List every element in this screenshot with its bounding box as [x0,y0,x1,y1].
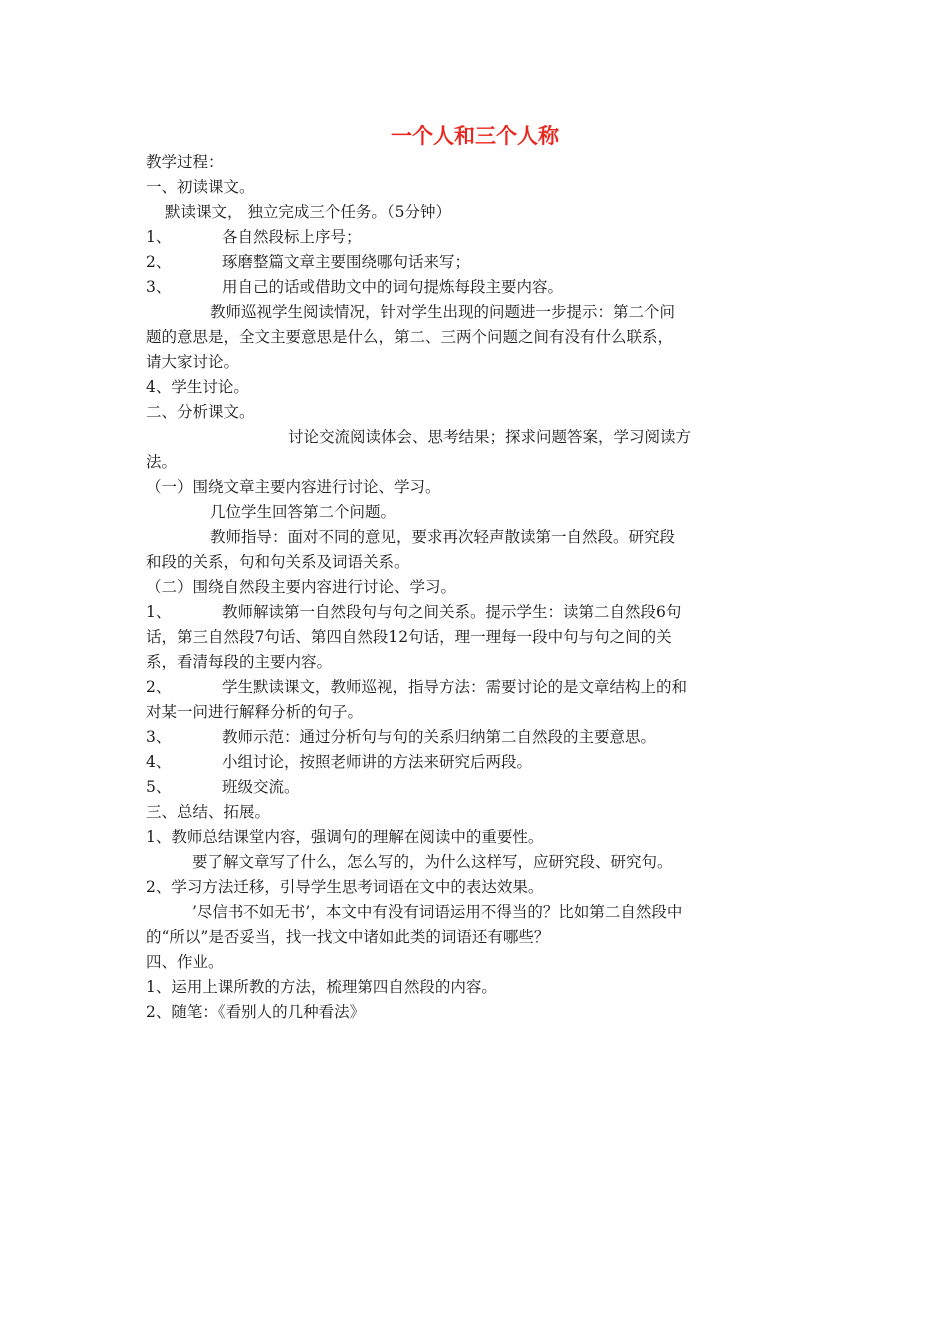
item-number: 2、 [146,678,172,696]
text-line: 话，第三自然段7句话、第四自然段12句话，理一理每一段中句与句之间的关 [146,628,672,646]
text-line: 几位学生回答第二个问题。 [210,503,397,521]
text-line: 系，看清每段的主要内容。 [146,653,333,671]
text-line: 2、学习方法迁移，引导学生思考词语在文中的表达效果。 [146,878,544,896]
section-heading: 四、作业。 [146,953,224,971]
item-number: 2、 [146,253,172,271]
item-number: 4、 [146,753,172,771]
text-line: 默读课文， 独立完成三个任务。（5分钟） [165,203,452,221]
item-number: 5、 [146,778,172,796]
text-line: 要了解文章写了什么，怎么写的，为什么这样写，应研究段、研究句。 [192,853,673,871]
text-line: 对某一问进行解释分析的句子。 [146,703,364,721]
text-line: 讨论交流阅读体会、思考结果；探求问题答案，学习阅读方 [288,428,692,446]
item-text: 小组讨论，按照老师讲的方法来研究后两段。 [222,753,533,771]
document-title: 一个人和三个人称 [391,124,559,148]
text-line: 的“所以”是否妥当，找一找文中诸如此类的词语还有哪些？ [146,928,550,946]
text-line: 题的意思是，全文主要意思是什么，第二、三两个问题之间有没有什么联系， [146,328,674,346]
item-text: 教师解读第一自然段句与句之间关系。提示学生：读第二自然段6句 [222,603,682,621]
item-text: 各自然段标上序号； [222,228,362,246]
text-line: 法。 [146,453,178,471]
text-line: 教学过程： [146,153,224,171]
text-line: 2、随笔：《看别人的几种看法》 [146,1003,366,1021]
item-text: 用自己的话或借助文中的词句提炼每段主要内容。 [222,278,564,296]
item-text: 学生默读课文，教师巡视，指导方法：需要讨论的是文章结构上的和 [222,678,688,696]
text-line: 1、教师总结课堂内容，强调句的理解在阅读中的重要性。 [146,828,544,846]
numbered-item [146,275,816,299]
numbered-item [146,675,816,699]
numbered-item [146,725,816,749]
text-line: 和段的关系，句和句关系及词语关系。 [146,553,410,571]
text-line: 教师巡视学生阅读情况，针对学生出现的问题进一步提示：第二个问 [210,303,676,321]
item-text: 班级交流。 [222,778,300,796]
text-line: 1、运用上课所教的方法，梳理第四自然段的内容。 [146,978,497,996]
item-number: 3、 [146,278,172,296]
numbered-item [146,750,816,774]
text-line: 教师指导：面对不同的意见，要求再次轻声散读第一自然段。研究段 [210,528,676,546]
numbered-item [146,250,816,274]
section-heading: 一、初读课文。 [146,178,255,196]
subsection-heading: （一）围绕文章主要内容进行讨论、学习。 [146,478,441,496]
item-number: 1、 [146,228,172,246]
section-heading: 三、总结、拓展。 [146,803,271,821]
item-number: 3、 [146,728,172,746]
item-text: 琢磨整篇文章主要围绕哪句话来写； [222,253,471,271]
section-heading: 二、分析课文。 [146,403,255,421]
text-line: 4、学生讨论。 [146,378,249,396]
text-line: ’尽信书不如无书’，本文中有没有词语运用不得当的？比如第二自然段中 [192,903,683,921]
subsection-heading: （二）围绕自然段主要内容进行讨论、学习。 [146,578,457,596]
numbered-item [146,600,816,624]
numbered-item [146,225,816,249]
item-text: 教师示范：通过分析句与句的关系归纳第二自然段的主要意思。 [222,728,657,746]
item-number: 1、 [146,603,172,621]
text-line: 请大家讨论。 [146,353,240,371]
numbered-item [146,775,816,799]
